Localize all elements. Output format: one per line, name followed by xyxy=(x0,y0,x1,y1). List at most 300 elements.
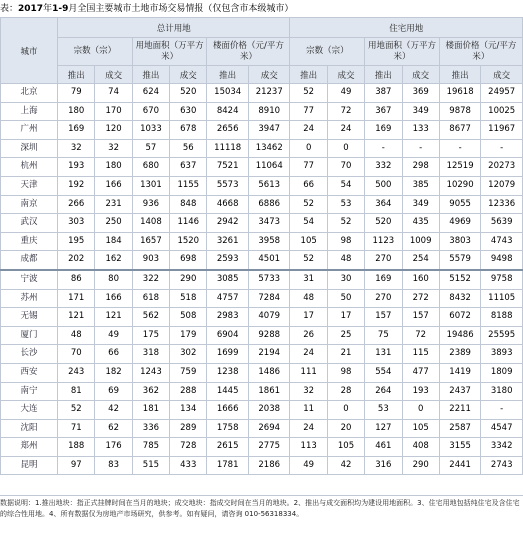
table-row xyxy=(1,438,523,457)
title-prefix: 表： xyxy=(0,4,19,14)
value-cell: 1033 xyxy=(132,121,169,140)
value-cell: 86 xyxy=(58,270,95,289)
table-row xyxy=(1,308,523,327)
value-cell: 169 xyxy=(365,121,402,140)
value-cell: 250 xyxy=(95,214,132,233)
value-cell: 70 xyxy=(58,345,95,364)
city-cell: 沈阳 xyxy=(1,419,58,438)
city-cell: 天津 xyxy=(1,176,58,195)
value-cell: 554 xyxy=(365,363,402,382)
value-cell: 477 xyxy=(402,363,439,382)
value-cell: 9498 xyxy=(481,251,523,270)
land-market-table-wrapper xyxy=(0,17,523,475)
city-cell: 郑州 xyxy=(1,438,58,457)
value-cell: 182 xyxy=(95,363,132,382)
value-cell: 433 xyxy=(170,456,207,475)
value-cell: 637 xyxy=(170,158,207,177)
value-cell: 21237 xyxy=(248,84,290,103)
value-cell: 1408 xyxy=(132,214,169,233)
value-cell: 53 xyxy=(327,195,364,214)
value-cell: 272 xyxy=(402,289,439,308)
value-cell: 4668 xyxy=(207,195,249,214)
value-cell: 8188 xyxy=(481,308,523,327)
city-cell: 重庆 xyxy=(1,232,58,251)
city-cell: 长沙 xyxy=(1,345,58,364)
city-cell: 昆明 xyxy=(1,456,58,475)
value-cell: 20 xyxy=(327,419,364,438)
table-row xyxy=(1,456,523,475)
value-cell: 181 xyxy=(132,401,169,420)
value-cell: 75 xyxy=(365,326,402,345)
table-row xyxy=(1,139,523,158)
value-cell: 518 xyxy=(170,289,207,308)
value-cell: 1009 xyxy=(402,232,439,251)
city-header: 城市 xyxy=(1,18,58,84)
value-cell: 17 xyxy=(290,308,327,327)
value-cell: 42 xyxy=(95,401,132,420)
city-cell: 武汉 xyxy=(1,214,58,233)
value-cell: 848 xyxy=(170,195,207,214)
value-cell: 9878 xyxy=(439,102,481,121)
value-cell: 66 xyxy=(290,176,327,195)
value-cell: 336 xyxy=(132,419,169,438)
title-text2: 月全国主要城市土地市场交易情报（仅包含市本级城市） xyxy=(68,4,294,14)
value-cell: 62 xyxy=(95,419,132,438)
res-price-header: 楼面价格（元/平方米） xyxy=(439,38,522,66)
value-cell: 10025 xyxy=(481,102,523,121)
value-cell: 157 xyxy=(365,308,402,327)
value-cell: 1445 xyxy=(207,382,249,401)
value-cell: - xyxy=(481,401,523,420)
value-cell: 0 xyxy=(327,139,364,158)
value-cell: 936 xyxy=(132,195,169,214)
value-cell: 166 xyxy=(95,289,132,308)
launch-header: 推出 xyxy=(207,66,249,84)
value-cell: 2983 xyxy=(207,308,249,327)
value-cell: 1520 xyxy=(170,232,207,251)
value-cell: 1243 xyxy=(132,363,169,382)
value-cell: 72 xyxy=(327,102,364,121)
value-cell: 32 xyxy=(290,382,327,401)
value-cell: 30 xyxy=(327,270,364,289)
value-cell: 15034 xyxy=(207,84,249,103)
value-cell: 202 xyxy=(58,251,95,270)
city-cell: 广州 xyxy=(1,121,58,140)
value-cell: 48 xyxy=(290,289,327,308)
value-cell: 48 xyxy=(58,326,95,345)
city-cell: 上海 xyxy=(1,102,58,121)
value-cell: 1301 xyxy=(132,176,169,195)
city-cell: 南京 xyxy=(1,195,58,214)
value-cell: 303 xyxy=(58,214,95,233)
value-cell: 270 xyxy=(365,251,402,270)
value-cell: 2942 xyxy=(207,214,249,233)
value-cell: 2587 xyxy=(439,419,481,438)
value-cell: 1155 xyxy=(170,176,207,195)
value-cell: 3947 xyxy=(248,121,290,140)
city-cell: 苏州 xyxy=(1,289,58,308)
title-text1: 年 xyxy=(43,4,53,14)
value-cell: 3958 xyxy=(248,232,290,251)
value-cell: 2656 xyxy=(207,121,249,140)
value-cell: 49 xyxy=(95,326,132,345)
value-cell: 2389 xyxy=(439,345,481,364)
value-cell: 5639 xyxy=(481,214,523,233)
value-cell: 3180 xyxy=(481,382,523,401)
value-cell: 759 xyxy=(170,363,207,382)
value-cell: 32 xyxy=(95,139,132,158)
value-cell: 120 xyxy=(95,121,132,140)
value-cell: 77 xyxy=(290,102,327,121)
value-cell: 171 xyxy=(58,289,95,308)
value-cell: 12336 xyxy=(481,195,523,214)
value-cell: 113 xyxy=(290,438,327,457)
value-cell: 9758 xyxy=(481,270,523,289)
value-cell: 127 xyxy=(365,419,402,438)
value-cell: 5573 xyxy=(207,176,249,195)
table-row xyxy=(1,102,523,121)
value-cell: 12079 xyxy=(481,176,523,195)
value-cell: 24957 xyxy=(481,84,523,103)
value-cell: 2186 xyxy=(248,456,290,475)
value-cell: 13462 xyxy=(248,139,290,158)
value-cell: 170 xyxy=(95,102,132,121)
deal-header: 成交 xyxy=(402,66,439,84)
value-cell: 31 xyxy=(290,270,327,289)
value-cell: 362 xyxy=(132,382,169,401)
value-cell: 188 xyxy=(58,438,95,457)
table-row xyxy=(1,401,523,420)
value-cell: 24 xyxy=(290,345,327,364)
city-cell: 大连 xyxy=(1,401,58,420)
value-cell: 618 xyxy=(132,289,169,308)
value-cell: 70 xyxy=(327,158,364,177)
value-cell: 98 xyxy=(327,363,364,382)
value-cell: 0 xyxy=(402,401,439,420)
table-row xyxy=(1,195,523,214)
value-cell: 270 xyxy=(365,289,402,308)
value-cell: 5733 xyxy=(248,270,290,289)
value-cell: 0 xyxy=(327,401,364,420)
value-cell: 71 xyxy=(58,419,95,438)
value-cell: 9055 xyxy=(439,195,481,214)
value-cell: 28 xyxy=(327,382,364,401)
table-row xyxy=(1,382,523,401)
value-cell: 6072 xyxy=(439,308,481,327)
city-cell: 南宁 xyxy=(1,382,58,401)
value-cell: 74 xyxy=(95,84,132,103)
total-price-header: 楼面价格（元/平方米） xyxy=(207,38,290,66)
table-row xyxy=(1,84,523,103)
value-cell: 508 xyxy=(170,308,207,327)
value-cell: 131 xyxy=(365,345,402,364)
value-cell: 50 xyxy=(327,289,364,308)
value-cell: 21 xyxy=(327,345,364,364)
value-cell: 79 xyxy=(58,84,95,103)
value-cell: 4969 xyxy=(439,214,481,233)
value-cell: 2743 xyxy=(481,456,523,475)
value-cell: 385 xyxy=(402,176,439,195)
value-cell: 9288 xyxy=(248,326,290,345)
deal-header: 成交 xyxy=(95,66,132,84)
value-cell: 408 xyxy=(402,438,439,457)
res-count-header: 宗数（宗） xyxy=(290,38,365,66)
value-cell: 166 xyxy=(95,176,132,195)
value-cell: 195 xyxy=(58,232,95,251)
value-cell: 54 xyxy=(327,176,364,195)
launch-header: 推出 xyxy=(132,66,169,84)
value-cell: 162 xyxy=(95,251,132,270)
total-area-header: 用地面积（万平方米） xyxy=(132,38,207,66)
value-cell: 175 xyxy=(132,326,169,345)
value-cell: 670 xyxy=(132,102,169,121)
launch-header: 推出 xyxy=(365,66,402,84)
deal-header: 成交 xyxy=(248,66,290,84)
launch-header: 推出 xyxy=(58,66,95,84)
launch-header: 推出 xyxy=(290,66,327,84)
value-cell: 121 xyxy=(58,308,95,327)
deal-header: 成交 xyxy=(481,66,523,84)
value-cell: 698 xyxy=(170,251,207,270)
value-cell: 11105 xyxy=(481,289,523,308)
value-cell: 52 xyxy=(58,401,95,420)
city-cell: 北京 xyxy=(1,84,58,103)
value-cell: 903 xyxy=(132,251,169,270)
value-cell: 111 xyxy=(290,363,327,382)
value-cell: 24 xyxy=(290,121,327,140)
value-cell: 322 xyxy=(132,270,169,289)
value-cell: 25 xyxy=(327,326,364,345)
value-cell: 11967 xyxy=(481,121,523,140)
value-cell: 19618 xyxy=(439,84,481,103)
value-cell: 302 xyxy=(170,345,207,364)
value-cell: 349 xyxy=(402,195,439,214)
table-row xyxy=(1,121,523,140)
value-cell: 121 xyxy=(95,308,132,327)
value-cell: 80 xyxy=(95,270,132,289)
value-cell: 72 xyxy=(402,326,439,345)
value-cell: - xyxy=(481,139,523,158)
value-cell: 520 xyxy=(170,84,207,103)
value-cell: 3473 xyxy=(248,214,290,233)
value-cell: 66 xyxy=(95,345,132,364)
value-cell: 53 xyxy=(365,401,402,420)
value-cell: 42 xyxy=(327,456,364,475)
value-cell: 8424 xyxy=(207,102,249,121)
value-cell: 2694 xyxy=(248,419,290,438)
value-cell: - xyxy=(402,139,439,158)
value-cell: 367 xyxy=(365,102,402,121)
city-cell: 无锡 xyxy=(1,308,58,327)
value-cell: 2615 xyxy=(207,438,249,457)
value-cell: 20273 xyxy=(481,158,523,177)
value-cell: 98 xyxy=(327,232,364,251)
value-cell: 3085 xyxy=(207,270,249,289)
value-cell: 54 xyxy=(290,214,327,233)
value-cell: 69 xyxy=(95,382,132,401)
city-cell: 宁波 xyxy=(1,270,58,289)
value-cell: 134 xyxy=(170,401,207,420)
value-cell: 243 xyxy=(58,363,95,382)
value-cell: 192 xyxy=(58,176,95,195)
value-cell: 56 xyxy=(170,139,207,158)
value-cell: 11 xyxy=(290,401,327,420)
value-cell: 83 xyxy=(95,456,132,475)
city-cell: 成都 xyxy=(1,251,58,270)
value-cell: 288 xyxy=(170,382,207,401)
value-cell: 48 xyxy=(327,251,364,270)
value-cell: 52 xyxy=(290,84,327,103)
value-cell: 4757 xyxy=(207,289,249,308)
value-cell: 81 xyxy=(58,382,95,401)
value-cell: 785 xyxy=(132,438,169,457)
value-cell: 290 xyxy=(402,456,439,475)
table-row xyxy=(1,326,523,345)
value-cell: 97 xyxy=(58,456,95,475)
value-cell: 7284 xyxy=(248,289,290,308)
value-cell: 193 xyxy=(58,158,95,177)
value-cell: 2211 xyxy=(439,401,481,420)
value-cell: 184 xyxy=(95,232,132,251)
table-row xyxy=(1,270,523,289)
table-title xyxy=(0,2,523,16)
value-cell: 728 xyxy=(170,438,207,457)
table-row xyxy=(1,419,523,438)
total-land-header: 总计用地 xyxy=(58,18,290,38)
value-cell: 2441 xyxy=(439,456,481,475)
table-row xyxy=(1,289,523,308)
value-cell: 630 xyxy=(170,102,207,121)
table-row xyxy=(1,345,523,364)
value-cell: 2194 xyxy=(248,345,290,364)
deal-header: 成交 xyxy=(170,66,207,84)
table-row xyxy=(1,214,523,233)
value-cell: 266 xyxy=(58,195,95,214)
value-cell: 6904 xyxy=(207,326,249,345)
value-cell: 461 xyxy=(365,438,402,457)
value-cell: 11118 xyxy=(207,139,249,158)
value-cell: 349 xyxy=(402,102,439,121)
value-cell: 1699 xyxy=(207,345,249,364)
value-cell: 49 xyxy=(290,456,327,475)
value-cell: 133 xyxy=(402,121,439,140)
city-cell: 西安 xyxy=(1,363,58,382)
value-cell: 193 xyxy=(402,382,439,401)
value-cell: 4743 xyxy=(481,232,523,251)
value-cell: 1861 xyxy=(248,382,290,401)
value-cell: 1419 xyxy=(439,363,481,382)
value-cell: 180 xyxy=(58,102,95,121)
value-cell: 49 xyxy=(327,84,364,103)
value-cell: 290 xyxy=(170,270,207,289)
value-cell: 6886 xyxy=(248,195,290,214)
value-cell: 3261 xyxy=(207,232,249,251)
city-cell: 深圳 xyxy=(1,139,58,158)
value-cell: 5152 xyxy=(439,270,481,289)
value-cell: 3893 xyxy=(481,345,523,364)
value-cell: 157 xyxy=(402,308,439,327)
res-area-header: 用地面积（万平方米） xyxy=(365,38,440,66)
value-cell: 5579 xyxy=(439,251,481,270)
table-row xyxy=(1,176,523,195)
value-cell: 2038 xyxy=(248,401,290,420)
value-cell: 2437 xyxy=(439,382,481,401)
value-cell: - xyxy=(439,139,481,158)
value-cell: 52 xyxy=(290,251,327,270)
value-cell: 2775 xyxy=(248,438,290,457)
value-cell: 52 xyxy=(327,214,364,233)
value-cell: 180 xyxy=(95,158,132,177)
value-cell: 231 xyxy=(95,195,132,214)
value-cell: 169 xyxy=(365,270,402,289)
value-cell: 318 xyxy=(132,345,169,364)
value-cell: 1809 xyxy=(481,363,523,382)
city-cell: 厦门 xyxy=(1,326,58,345)
value-cell: 8432 xyxy=(439,289,481,308)
table-row xyxy=(1,251,523,270)
title-year: 2017 xyxy=(18,4,44,14)
value-cell: 8910 xyxy=(248,102,290,121)
value-cell: 52 xyxy=(290,195,327,214)
table-row xyxy=(1,363,523,382)
value-cell: 4501 xyxy=(248,251,290,270)
value-cell: 169 xyxy=(58,121,95,140)
value-cell: 26 xyxy=(290,326,327,345)
value-cell: 11064 xyxy=(248,158,290,177)
value-cell: 17 xyxy=(327,308,364,327)
value-cell: 32 xyxy=(58,139,95,158)
value-cell: 77 xyxy=(290,158,327,177)
value-cell: 316 xyxy=(365,456,402,475)
value-cell: 10290 xyxy=(439,176,481,195)
value-cell: 57 xyxy=(132,139,169,158)
land-market-table xyxy=(0,17,523,475)
value-cell: 105 xyxy=(327,438,364,457)
value-cell: 1758 xyxy=(207,419,249,438)
value-cell: 562 xyxy=(132,308,169,327)
value-cell: 678 xyxy=(170,121,207,140)
title-months: 1-9 xyxy=(52,4,69,14)
value-cell: 8677 xyxy=(439,121,481,140)
value-cell: 520 xyxy=(365,214,402,233)
value-cell: 0 xyxy=(290,139,327,158)
launch-header: 推出 xyxy=(439,66,481,84)
city-cell: 杭州 xyxy=(1,158,58,177)
value-cell: 19486 xyxy=(439,326,481,345)
value-cell: 105 xyxy=(290,232,327,251)
value-cell: 1781 xyxy=(207,456,249,475)
value-cell: 364 xyxy=(365,195,402,214)
value-cell: 1123 xyxy=(365,232,402,251)
value-cell: 7521 xyxy=(207,158,249,177)
table-row xyxy=(1,232,523,251)
value-cell: 1146 xyxy=(170,214,207,233)
value-cell: 160 xyxy=(402,270,439,289)
value-cell: 176 xyxy=(95,438,132,457)
value-cell: 624 xyxy=(132,84,169,103)
value-cell: 515 xyxy=(132,456,169,475)
value-cell: 3155 xyxy=(439,438,481,457)
total-count-header: 宗数（宗） xyxy=(58,38,133,66)
value-cell: 1486 xyxy=(248,363,290,382)
value-cell: 369 xyxy=(402,84,439,103)
value-cell: 4547 xyxy=(481,419,523,438)
value-cell: 500 xyxy=(365,176,402,195)
value-cell: 289 xyxy=(170,419,207,438)
data-note: 数据说明：1.推出地块：指正式挂牌时间在当月的地块；成交地块：指成交时间在当月的地块。2、推出与成交面积均为建设用地面积。3、住宅用地包括纯住宅及含住宅的综合性用地。4、所有数据仅为房地产市场研究，供参考。如有疑问，请咨询 010-56318334。 xyxy=(0,495,523,520)
value-cell: 5613 xyxy=(248,176,290,195)
table-row xyxy=(1,158,523,177)
